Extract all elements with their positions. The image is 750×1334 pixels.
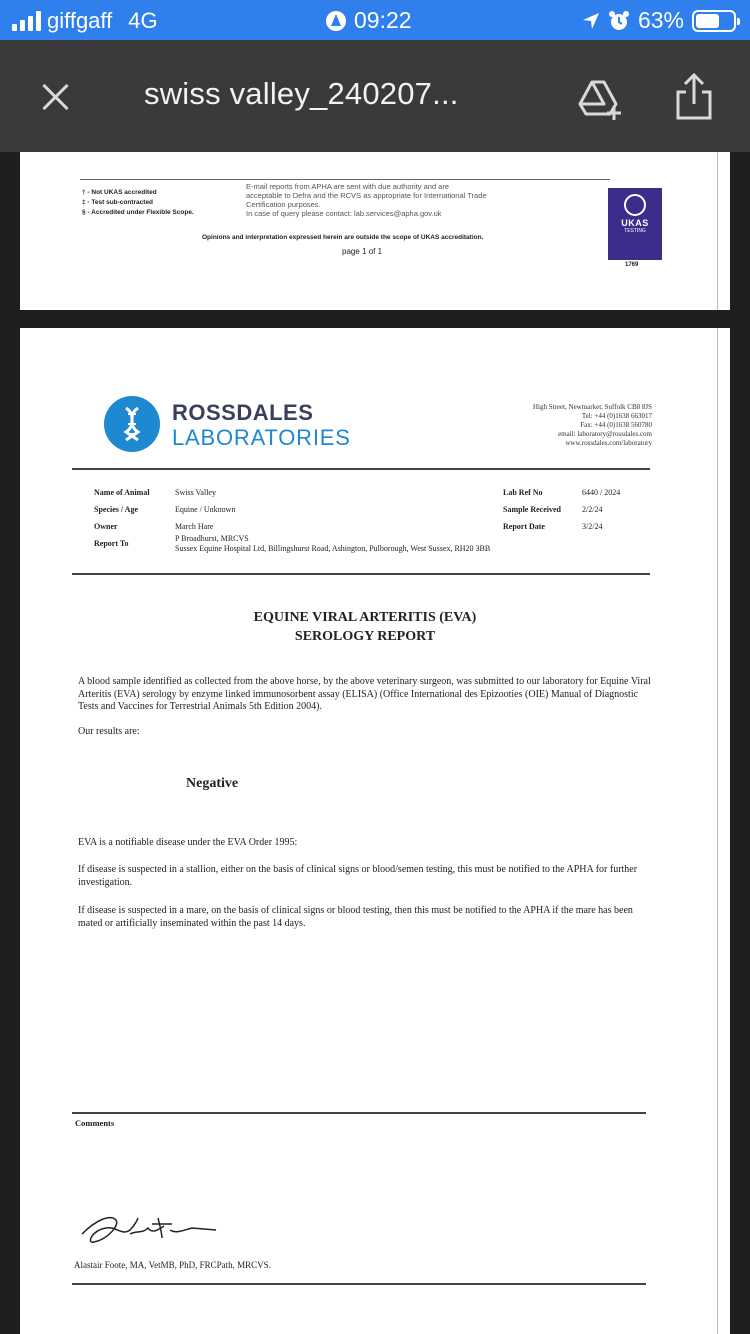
ukas-number: 1769 — [625, 262, 639, 268]
lab-ref-values: 6440 / 2024 2/2/24 3/2/24 — [582, 488, 621, 531]
notifiable-note: EVA is a notifiable disease under the EVA Order 1995: — [78, 837, 298, 848]
detail-values: Swiss Valley Equine / Unknown March Hare — [175, 488, 236, 531]
results-intro: Our results are: — [78, 726, 140, 737]
divider — [72, 468, 650, 470]
opinions-note: Opinions and interpretation expressed herein are outside the scope of UKAS accreditation. — [202, 234, 484, 241]
divider — [72, 1283, 646, 1285]
divider — [72, 1112, 646, 1114]
battery-percent: 63% — [637, 7, 684, 33]
report-title: EQUINE VIRAL ARTERITIS (EVA) SEROLOGY REPORT — [253, 610, 477, 644]
crown-icon — [624, 194, 646, 216]
divider — [80, 179, 610, 180]
mare-note: If disease is suspected in a mare, on the basis of clinical signs or blood testing, then this must be notified to the APHA if the mare has been mated or artificially inseminated within the past 14 days. — [78, 905, 633, 929]
battery-icon — [692, 10, 736, 32]
status-bar — [0, 0, 750, 40]
clock: 09:22 — [354, 7, 412, 33]
report-to-block: P Broadhurst, MRCVS Sussex Equine Hospital Ltd, Billingshurst Road, Ashington, Pulborough, West Sussex, RH20 3BB — [175, 534, 491, 553]
location-arrow-icon — [582, 12, 600, 30]
page-number: page 1 of 1 — [342, 247, 383, 256]
viewer-toolbar — [0, 40, 750, 152]
dna-logo-icon — [104, 396, 160, 452]
result-value: Negative — [186, 776, 239, 791]
alarm-icon — [608, 10, 630, 32]
brand-subname: LABORATORIES — [172, 425, 351, 450]
carrier-name: giffgaff — [47, 8, 113, 33]
lab-ref-labels: Lab Ref No Sample Received Report Date — [503, 488, 561, 531]
close-button[interactable] — [36, 78, 76, 118]
location-nav-icon — [326, 11, 346, 31]
document-page-1 — [20, 152, 730, 310]
comments-label: Comments — [75, 1118, 115, 1128]
network-type: 4G — [128, 8, 158, 33]
ukas-logo: UKAS TESTING — [608, 188, 662, 260]
lab-address: High Street, Newmarket, Suffolk CB8 8JS Tel: +44 (0)1638 663017 Fax: +44 (0)1638 560780 email: laboratory@rossdales.com www.rossdales.com/laboratory — [532, 403, 652, 447]
stallion-note: If disease is suspected in a stallion, either on the basis of clinical signs or blood/semen testing, this must be notified to the APHA for further investigation. — [78, 864, 638, 888]
document-page-2 — [20, 328, 730, 1334]
detail-labels: Name of Animal Species / Age Owner Report To — [94, 488, 150, 548]
document-title: swiss valley_240207... — [144, 76, 459, 111]
signature — [76, 1200, 236, 1256]
add-to-drive-button[interactable] — [576, 74, 624, 122]
brand-name: ROSSDALES — [172, 400, 314, 425]
email-note: E-mail reports from APHA are sent with due authority and are acceptable to Defra and the RCVS as appropriate for International Trade Certification purposes. In case of query please contact: lab.services@apha.gov.uk — [246, 182, 487, 218]
share-button[interactable] — [672, 72, 716, 122]
divider — [72, 573, 650, 575]
signer-name: Alastair Foote, MA, VetMB, PhD, FRCPath, MRCVS. — [74, 1260, 271, 1270]
signal-icon — [12, 11, 41, 31]
intro-paragraph: A blood sample identified as collected from the above horse, by the above veterinary surgeon, was submitted to our laboratory for Equine Viral Arteritis (EVA) serology by enzyme linked immunosorbent assay (ELISA) (Office International des Epizooties (OIE) Manual of Diagnostic Tests and Vaccines for Terrestrial Animals 5th Edition 2004). — [78, 676, 651, 712]
accreditation-legend: † - Not UKAS accredited ‡ - Test sub-contracted § - Accredited under Flexible Scope. — [82, 189, 194, 216]
